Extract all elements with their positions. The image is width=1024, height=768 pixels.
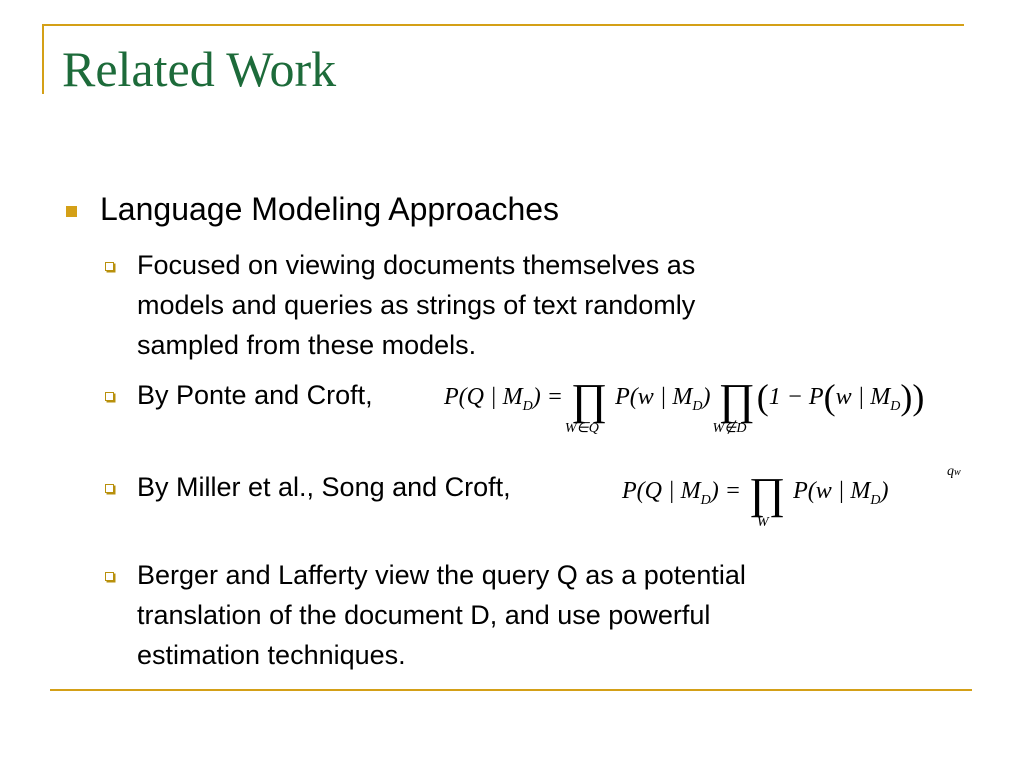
formula-lhs: P(Q | M [444, 384, 523, 410]
sub-bullet-icon [105, 572, 114, 581]
formula-exponent: qw [947, 464, 961, 479]
item-focused-line-1: Focused on viewing documents themselves as [137, 250, 696, 280]
product-sub: W [756, 515, 769, 530]
bottom-rule [50, 689, 972, 691]
formula-term-close: ) [880, 478, 889, 504]
left-rule [42, 24, 44, 94]
formula-miller [622, 469, 889, 530]
item-focused-line-2: models and queries as strings of text randomly [137, 290, 696, 320]
item-focused-line-3: sampled from these models. [137, 330, 477, 360]
formula-term2-sub: D [890, 399, 901, 414]
formula-term: P(w | M [793, 478, 871, 504]
product-symbol: ∏ W∈Q [564, 375, 608, 436]
bullet-square-icon [66, 206, 77, 217]
formula-lhs: P(Q | M [622, 478, 701, 504]
product-symbol: ∏ W [748, 469, 786, 530]
formula-lhs-sub: D [700, 493, 711, 508]
item-ponte-croft: By Ponte and Croft, [137, 380, 373, 410]
formula-term2-inner: w | M [835, 384, 891, 410]
item-berger-line-1: Berger and Lafferty view the query Q as a potential [137, 560, 746, 590]
bullet-language-modeling: Language Modeling Approaches [100, 191, 560, 227]
formula-term1-close: ) [702, 384, 711, 410]
sub-bullet-icon [105, 484, 114, 493]
formula-lhs-close: ) = [710, 478, 741, 504]
sub-bullet-icon [105, 262, 114, 271]
formula-term-sub: D [870, 493, 881, 508]
formula-ponte-croft: P(Q | $M_D$) = ∏ W∈Q P(w | $M_D$) ∏ W∉D (1 − P(w | $M_D$)) [444, 375, 925, 436]
product-sub: W∈Q [564, 421, 599, 436]
sub-bullet-icon [105, 392, 114, 401]
item-miller: By Miller et al., Song and Croft, [137, 472, 511, 502]
item-berger-line-2: translation of the document D, and use powerful [137, 600, 711, 630]
formula-term1: P(w | M [615, 384, 693, 410]
product-sub: W∉D [712, 421, 747, 436]
item-berger-line-3: estimation techniques. [137, 640, 406, 670]
top-rule [42, 24, 964, 26]
formula-lhs-close: ) = [532, 384, 563, 410]
product-symbol: ∏ W∉D [712, 375, 755, 436]
formula-term2-open: 1 − P [768, 384, 824, 410]
formula-term1-sub: D [692, 399, 703, 414]
formula-lhs-sub: D [522, 399, 533, 414]
slide-title: Related Work [62, 41, 337, 97]
